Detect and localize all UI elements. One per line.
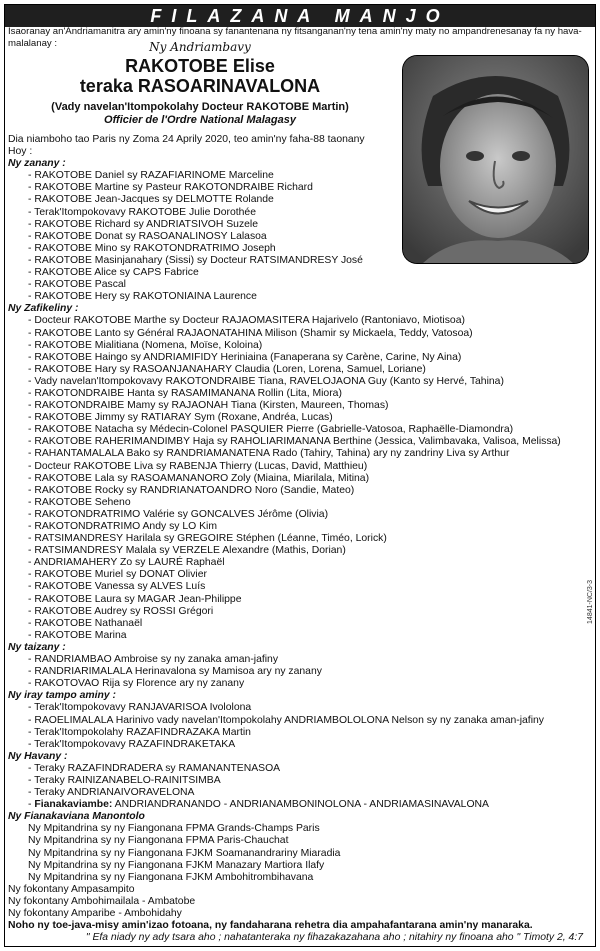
family-member-item: - RAKOTOBE Audrey sy ROSSI Grégori [28,605,214,617]
reference-code: 14841-NC/3-3 [587,580,594,624]
bible-quote: " Efa niady ny ady tsara aho ; nahatanteraka ny fihazakazahana aho ; nitahiry ny finoana aho " Timoty 2, 4:7 [85,932,583,944]
church-item: Ny Mpitandrina sy ny Fiangonana FJKM Soamanandrariny Miaradia [28,847,341,859]
family-sections [8,158,583,799]
family-member-item: - RAKOTOBE Donat sy RASOANALINOSY Lalasoa [28,230,267,242]
family-member-item: - RAKOTOBE Natacha sy Médecin-Colonel PASQUIER Pierre (Gabrielle-Vatosoa, Raphaëlle-Diamondra) [28,424,514,436]
banner-title: FILAZANA MANJO [5,5,595,27]
manontolo-list [8,823,583,883]
family-member-item: - RATSIMANDRESY Malala sy VERZELE Alexandre (Mathis, Dorian) [28,545,346,557]
family-member-item: - RAKOTOBE Muriel sy DONAT Olivier [28,569,207,581]
family-member-item: - RATSIMANDRESY Harilala sy GREGOIRE Stéphen (Léanne, Timéo, Lorick) [28,533,387,545]
spouse-line: (Vady navelan'Itompokolahy Docteur RAKOTOBE Martin) [51,101,349,113]
family-member-item: - RAKOTOBE Mialitiana (Nomena, Moïse, Koloina) [28,339,263,351]
family-member-item: - RAKOTOBE Alice sy CAPS Fabrice [28,267,199,279]
family-member-item: - RAKOTONDRAIBE Mamy sy RAJAONAH Tiana (Kirsten, Maureen, Thomas) [28,400,389,412]
family-member-item: - RAKOTONDRAIBE Hanta sy RASAMIMANANA Rollin (Lita, Miora) [28,387,342,399]
family-member-item: - RAKOTOBE RAHERIMANDIMBY Haja sy RAHOLIARIMANANA Berthine (Jessica, Valimbavaka, Valisoa, Melissa) [28,436,561,448]
family-member-item: - RAOELIMALALA Harinivo vady navelan'Itompokolahy ANDRIAMBOLOLONA Nelson sy ny zanaka aman-jafiny [28,714,544,726]
family-member-item: - Terak'Itompokovavy RAZAFINDRAKETAKA [28,738,236,750]
family-member-item: - RAKOTOVAO Rija sy Florence ary ny zanany [28,678,245,690]
family-member-item: - RAKOTOBE Jimmy sy RATIARAY Sym (Roxane, Andréa, Lucas) [28,412,333,424]
family-member-item: - RAKOTOBE Hary sy RASOANJANAHARY Claudia (Loren, Lorena, Samuel, Loriane) [28,363,426,375]
deceased-name: RAKOTOBE Elise [125,56,275,76]
church-item: Ny Mpitandrina sy ny Fiangonana FPMA Paris-Chauchat [28,835,289,847]
family-member-item: - RAKOTOBE Laura sy MAGAR Jean-Philippe [28,593,242,605]
section-heading: Ny Zafikeliny : [8,303,79,315]
family-member-item: - Teraky RAZAFINDRADERA sy RAMANANTENASOA [28,762,281,774]
family-member-item: - Vady navelan'Itompokovavy RAKOTONDRAIBE Tiana, RAVELOJAONA Guy (Kanto sy Hervé, Tahina) [28,375,504,387]
family-member-item: - RAKOTOBE Rocky sy RANDRIANATOANDRO Noro (Sandie, Mateo) [28,484,355,496]
manontolo-heading: Ny Fianakaviana Manontolo [8,811,145,823]
fokontany-item: Ny fokontany Ampasampito [8,883,135,895]
fianakaviambe-label: Fianakaviambe: [34,799,113,811]
family-member-item: - RAKOTOBE Hery sy RAKOTONIAINA Laurence [28,291,257,303]
honor-title: Officier de l'Ordre National Malagasy [104,114,296,126]
family-member-item: - RAKOTOBE Daniel sy RAZAFIARINOME Marceline [28,170,274,182]
fianakaviambe-text: ANDRIANDRANANDO - ANDRIANAMBONINOLONA - ANDRIAMASINAVALONA [114,799,489,811]
church-item: Ny Mpitandrina sy ny Fiangonana FJKM Manazary Martiora Ilafy [28,859,325,871]
deceased-header [0,40,400,127]
intro-text: Isaoranay an'Andriamanitra ary amin'ny finoana sy fanantenana ny fitsanganan'ny tena amin'ny maty no ampandrenesanay fa ny hava-malalanay : [8,26,582,49]
family-member-item: - RAKOTOBE Lala sy RASOAMANANORO Zoly (Miaina, Miarilala, Mitina) [28,472,370,484]
section-heading: Ny Havany : [8,750,68,762]
section-heading: Ny zanany : [8,158,66,170]
section-heading: Ny taizany : [8,641,66,653]
family-member-item: - RAKOTOBE Haingo sy ANDRIAMIFIDY Heriniaina (Fanaperana sy Carène, Carine, Ny Aina) [28,351,462,363]
family-member-item: - RAKOTONDRATRIMO Valérie sy GONCALVES Jérôme (Olivia) [28,508,329,520]
family-member-item: - Docteur RAKOTOBE Marthe sy Docteur RAJAOMASITERA Hajarivelo (Rantoniavo, Miotisoa) [28,315,465,327]
family-member-item: - Terak'Itompokolahy RAZAFINDRAZAKA Martin [28,726,251,738]
family-member-item: - Teraky RAINIZANABELO-RAINITSIMBA [28,774,221,786]
family-member-item: - Docteur RAKOTOBE Liva sy RABENJA Thierry (Lucas, David, Matthieu) [28,460,368,472]
family-member-item: - RANDRIARIMALALA Herinavalona sy Mamisoa ary ny zanany [28,666,322,678]
closing-note: Noho ny toe-java-misy amin'izao fotoana, ny fandaharana rehetra dia ampahafantarana amin'ny manaraka. [8,920,533,932]
fokontany-item: Ny fokontany Amparibe - Ambohidahy [8,908,182,919]
family-member-item: - RAKOTOBE Mino sy RAKOTONDRATRIMO Joseph [28,242,276,254]
family-member-item: - RAKOTOBE Masinjanahary (Sissi) sy Docteur RATSIMANDRESY José [28,254,363,266]
family-member-item: - RAHANTAMALALA Bako sy RANDRIAMANATENA Rado (Tahiry, Tahina) ary ny zandriny Liva sy Arthur [28,448,510,460]
family-member-item: - RAKOTOBE Richard sy ANDRIATSIVOH Suzele [28,218,259,230]
family-member-item: - Terak'Itompokovavy RAKOTOBE Julie Dorothée [28,206,256,218]
fokontany-list [8,884,583,920]
family-member-item: - RAKOTOBE Martine sy Pasteur RAKOTONDRAIBE Richard [28,182,313,194]
family-member-item: - Teraky ANDRIANAIVORAVELONA [28,787,195,799]
death-notice: Dia niamboho tao Paris ny Zoma 24 Aprily 2020, teo amin'ny faha-88 taonany [8,134,365,145]
family-member-item: - RAKOTOBE Nathanaël [28,617,143,629]
fokontany-item: Ny fokontany Ambohimailala - Ambatobe [8,895,196,907]
hoy-label: Hoy : [8,146,33,158]
family-member-item: - RAKOTOBE Seheno [28,496,131,508]
section-heading: Ny iray tampo aminy : [8,690,116,702]
family-member-item: - RAKOTOBE Jean-Jacques sy DELMOTTE Rolande [28,194,274,206]
family-member-item: - RAKOTOBE Vanessa sy ALVES Luís [28,581,206,593]
obituary-body [8,134,583,944]
family-member-item: - RAKOTOBE Marina [28,629,127,641]
church-item: Ny Mpitandrina sy ny Fiangonana FJKM Ambohitrombihavana [28,871,314,883]
family-member-item: - RAKOTOBE Pascal [28,279,126,291]
family-member-item: - RANDRIAMBAO Ambroise sy ny zanaka aman-jafiny [28,654,279,666]
fianakaviambe-line: - Fianakaviambe: ANDRIANDRANANDO - ANDRIANAMBONINOLONA - ANDRIAMASINAVALONA [28,799,489,811]
family-member-item: - RAKOTONDRATRIMO Andy sy LO Kim [28,521,217,532]
family-member-item: - RAKOTOBE Lanto sy Général RAJAONATAHINA Milison (Shamir sy Mickaela, Teddy, Vatosoa) [28,327,473,339]
honorific: Ny Andriambavy [149,40,251,54]
family-member-item: - Terak'Itompokovavy RANJAVARISOA Ivololona [28,702,252,714]
church-item: Ny Mpitandrina sy ny Fiangonana FPMA Grands-Champs Paris [28,823,320,835]
maiden-name: teraka RASOARINAVALONA [79,76,321,96]
family-member-item: - ANDRIAMAHERY Zo sy LAURÉ Raphaël [28,557,225,569]
